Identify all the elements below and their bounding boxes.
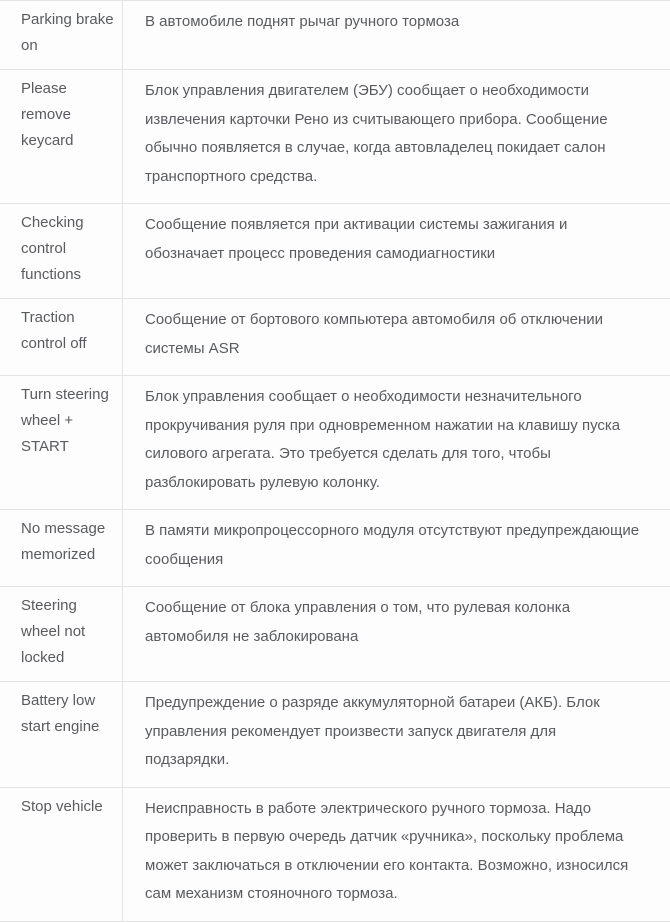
table-row [0, 70, 670, 204]
message-description: В памяти микропроцессорного модуля отсутствуют предупреждающие сообщения [145, 522, 640, 568]
table-row [0, 682, 670, 788]
message-description: В автомобиле поднят рычаг ручного тормоза [145, 13, 460, 30]
message-code: No message memorized [0, 510, 123, 586]
table-row [0, 204, 670, 299]
message-description: Сообщение от блока управления о том, что рулевая колонка автомобиля не заблокирована [145, 599, 571, 645]
message-code: Steering wheel not locked [0, 587, 123, 681]
message-code: Traction control off [0, 299, 123, 375]
message-code: Battery low start engine [0, 682, 123, 787]
message-code: Please remove keycard [0, 70, 123, 203]
message-description: Блок управления двигателем (ЭБУ) сообщает о необходимости извлечения карточки Рено из считывающего прибора. Сообщение обычно появляется в случае, когда автовладелец покидает салон транспортного средства. [145, 82, 608, 185]
message-description: Сообщение появляется при активации системы зажигания и обозначает процесс проведения самодиагностики [145, 216, 568, 262]
table-row [0, 510, 670, 587]
table-row [0, 299, 670, 376]
table-row [0, 587, 670, 682]
message-description: Сообщение от бортового компьютера автомобиля об отключении системы ASR [145, 311, 604, 357]
table-row [0, 376, 670, 510]
message-description: Неисправность в работе электрического ручного тормоза. Надо проверить в первую очередь датчик «ручника», поскольку проблема может заключаться в отключении его контакта. Возможно, износился сам механизм стояночного тормоза. [145, 799, 629, 902]
message-code: Turn steering wheel + START [0, 376, 123, 509]
table-row [0, 788, 670, 921]
message-code: Checking control functions [0, 204, 123, 298]
table-row [0, 1, 670, 70]
message-code: Stop vehicle [0, 788, 123, 921]
message-code: Parking brake on [0, 1, 123, 69]
message-description: Предупреждение о разряде аккумуляторной батареи (АКБ). Блок управления рекомендует произвести запуск двигателя для подзарядки. [145, 694, 600, 768]
message-description: Блок управления сообщает о необходимости незначительного прокручивания руля при одновременном нажатии на клавишу пуска силового агрегата. Это требуется сделать для того, чтобы разблокировать рулевую колонку. [145, 388, 621, 491]
